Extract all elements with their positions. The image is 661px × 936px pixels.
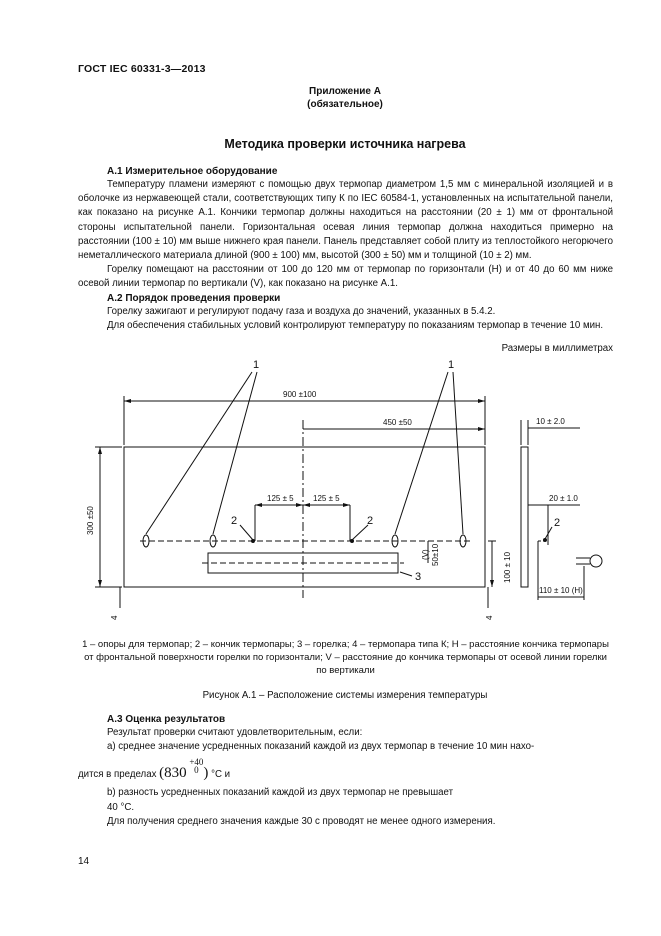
dim-110: 110 ± 10 (H) [539, 586, 583, 595]
section-a2-body [78, 305, 613, 333]
a3-paragraph-2: a) среднее значение усредненных показаний каждой из двух термопар в течение 10 мин нахо- [107, 741, 535, 753]
formula-close: ) [203, 765, 209, 782]
label-2-left: 2 [231, 515, 238, 527]
document-header: ГОСТ IEC 60331-3—2013 [78, 63, 206, 75]
section-a3-body [78, 726, 613, 829]
dim-300: 300 ±50 [86, 506, 95, 535]
formula-sub: 0 [194, 765, 199, 776]
page-number: 14 [78, 856, 90, 867]
a2-paragraph-1: Горелку зажигают и регулируют подачу газа и воздуха до значений, указанных в 5.4.2. [107, 306, 496, 317]
a3-paragraph-5: 40 °С. [107, 801, 135, 813]
dim-20: 20 ± 1.0 [549, 494, 578, 503]
dimensions-note: Размеры в миллиметрах [501, 343, 613, 354]
dim-900: 900 ±100 [283, 390, 317, 399]
a3-paragraph-1: Результат проверки считают удовлетворительным, если: [107, 727, 363, 738]
section-a2-heading: А.2 Порядок проведения проверки [107, 293, 281, 304]
label-4-left: 4 [110, 615, 119, 620]
dim-125-left: 125 ± 5 [267, 494, 294, 503]
figure-legend: 1 – опоры для термопар; 2 – кончик термопары; 3 – горелка; 4 – термопара типа К; H – расстояние кончика термопары от фронтальной поверхности горелки по горизонтали; V – расстояние до кончика термопары от осевой линии горелки по вертикали [82, 639, 609, 676]
label-1-left: 1 [253, 359, 260, 371]
dim-450: 450 ±50 [383, 418, 412, 427]
section-a1-heading: А.1 Измерительное оборудование [107, 166, 278, 177]
a3-p3-pre: дится в пределах [78, 769, 157, 781]
formula-tolerance [189, 758, 203, 774]
dim-100: 100 ± 10 [503, 551, 512, 583]
label-1-right: 1 [448, 359, 455, 371]
appendix-title: Приложение А [309, 86, 381, 97]
document-title: Методика проверки источника нагрева [224, 137, 466, 151]
a3-paragraph-3 [78, 758, 613, 786]
dim-125-right: 125 ± 5 [313, 494, 340, 503]
formula-sup: +40 [189, 757, 204, 768]
label-4-right: 4 [485, 615, 494, 620]
section-a1-body [78, 178, 613, 292]
a3-paragraph-6: Для получения среднего значения каждые 30 с проводят не менее одного измерения. [107, 815, 496, 827]
a1-paragraph-2: Горелку помещают на расстоянии от 100 до 120 мм от термопар по горизонтали (H) и от 40 до 60 мм ниже осевой линии термопар по вертикали (V), как показано на рисунке А.1. [78, 264, 613, 290]
label-3: 3 [415, 571, 422, 583]
a2-paragraph-2: Для обеспечения стабильных условий контролируют температуру по показаниям термопар в течение 10 мин. [107, 320, 604, 332]
panel-side-view [521, 447, 528, 587]
label-2-right: 2 [367, 515, 374, 527]
label-2-side: 2 [554, 517, 561, 529]
a3-p3-post: °С и [211, 769, 231, 781]
figure-a1-diagram [0, 355, 661, 635]
a3-paragraph-4: b) разность усредненных показаний каждой из двух термопар не превышает [107, 787, 454, 799]
section-a3-heading: А.3 Оценка результатов [107, 714, 226, 725]
dim-10: 10 ± 2.0 [536, 417, 565, 426]
dim-v: 50±10 [431, 543, 440, 566]
appendix-subtitle: (обязательное) [307, 99, 383, 110]
formula-830-base: (830 [159, 765, 187, 782]
dim-v-label: (V) [421, 549, 430, 560]
figure-caption: Рисунок А.1 – Расположение системы измерения температуры [202, 690, 488, 701]
a1-paragraph-1: Температуру пламени измеряют с помощью двух термопар диаметром 1,5 мм с минеральной изоляцией и в оболочке из нержавеющей стали, соответствующих типу К по IEC 60584-1, установленных на испытательной панели, как показано на рисунке А.1. Кончики термопар должны находиться на расстоянии (20 ± 1) мм от фронтальной стороны испытательной панели. Горизонтальная осевая линия термопар должна находиться примерно на расстоянии (100 ± 10) мм выше нижнего края панели. Панель представляет собой плиту из теплостойкого негорючего неметаллического материала длиной (900 ± 100) мм, высотой (300 ± 50) мм и толщиной (10 ± 2) мм. [78, 179, 613, 262]
